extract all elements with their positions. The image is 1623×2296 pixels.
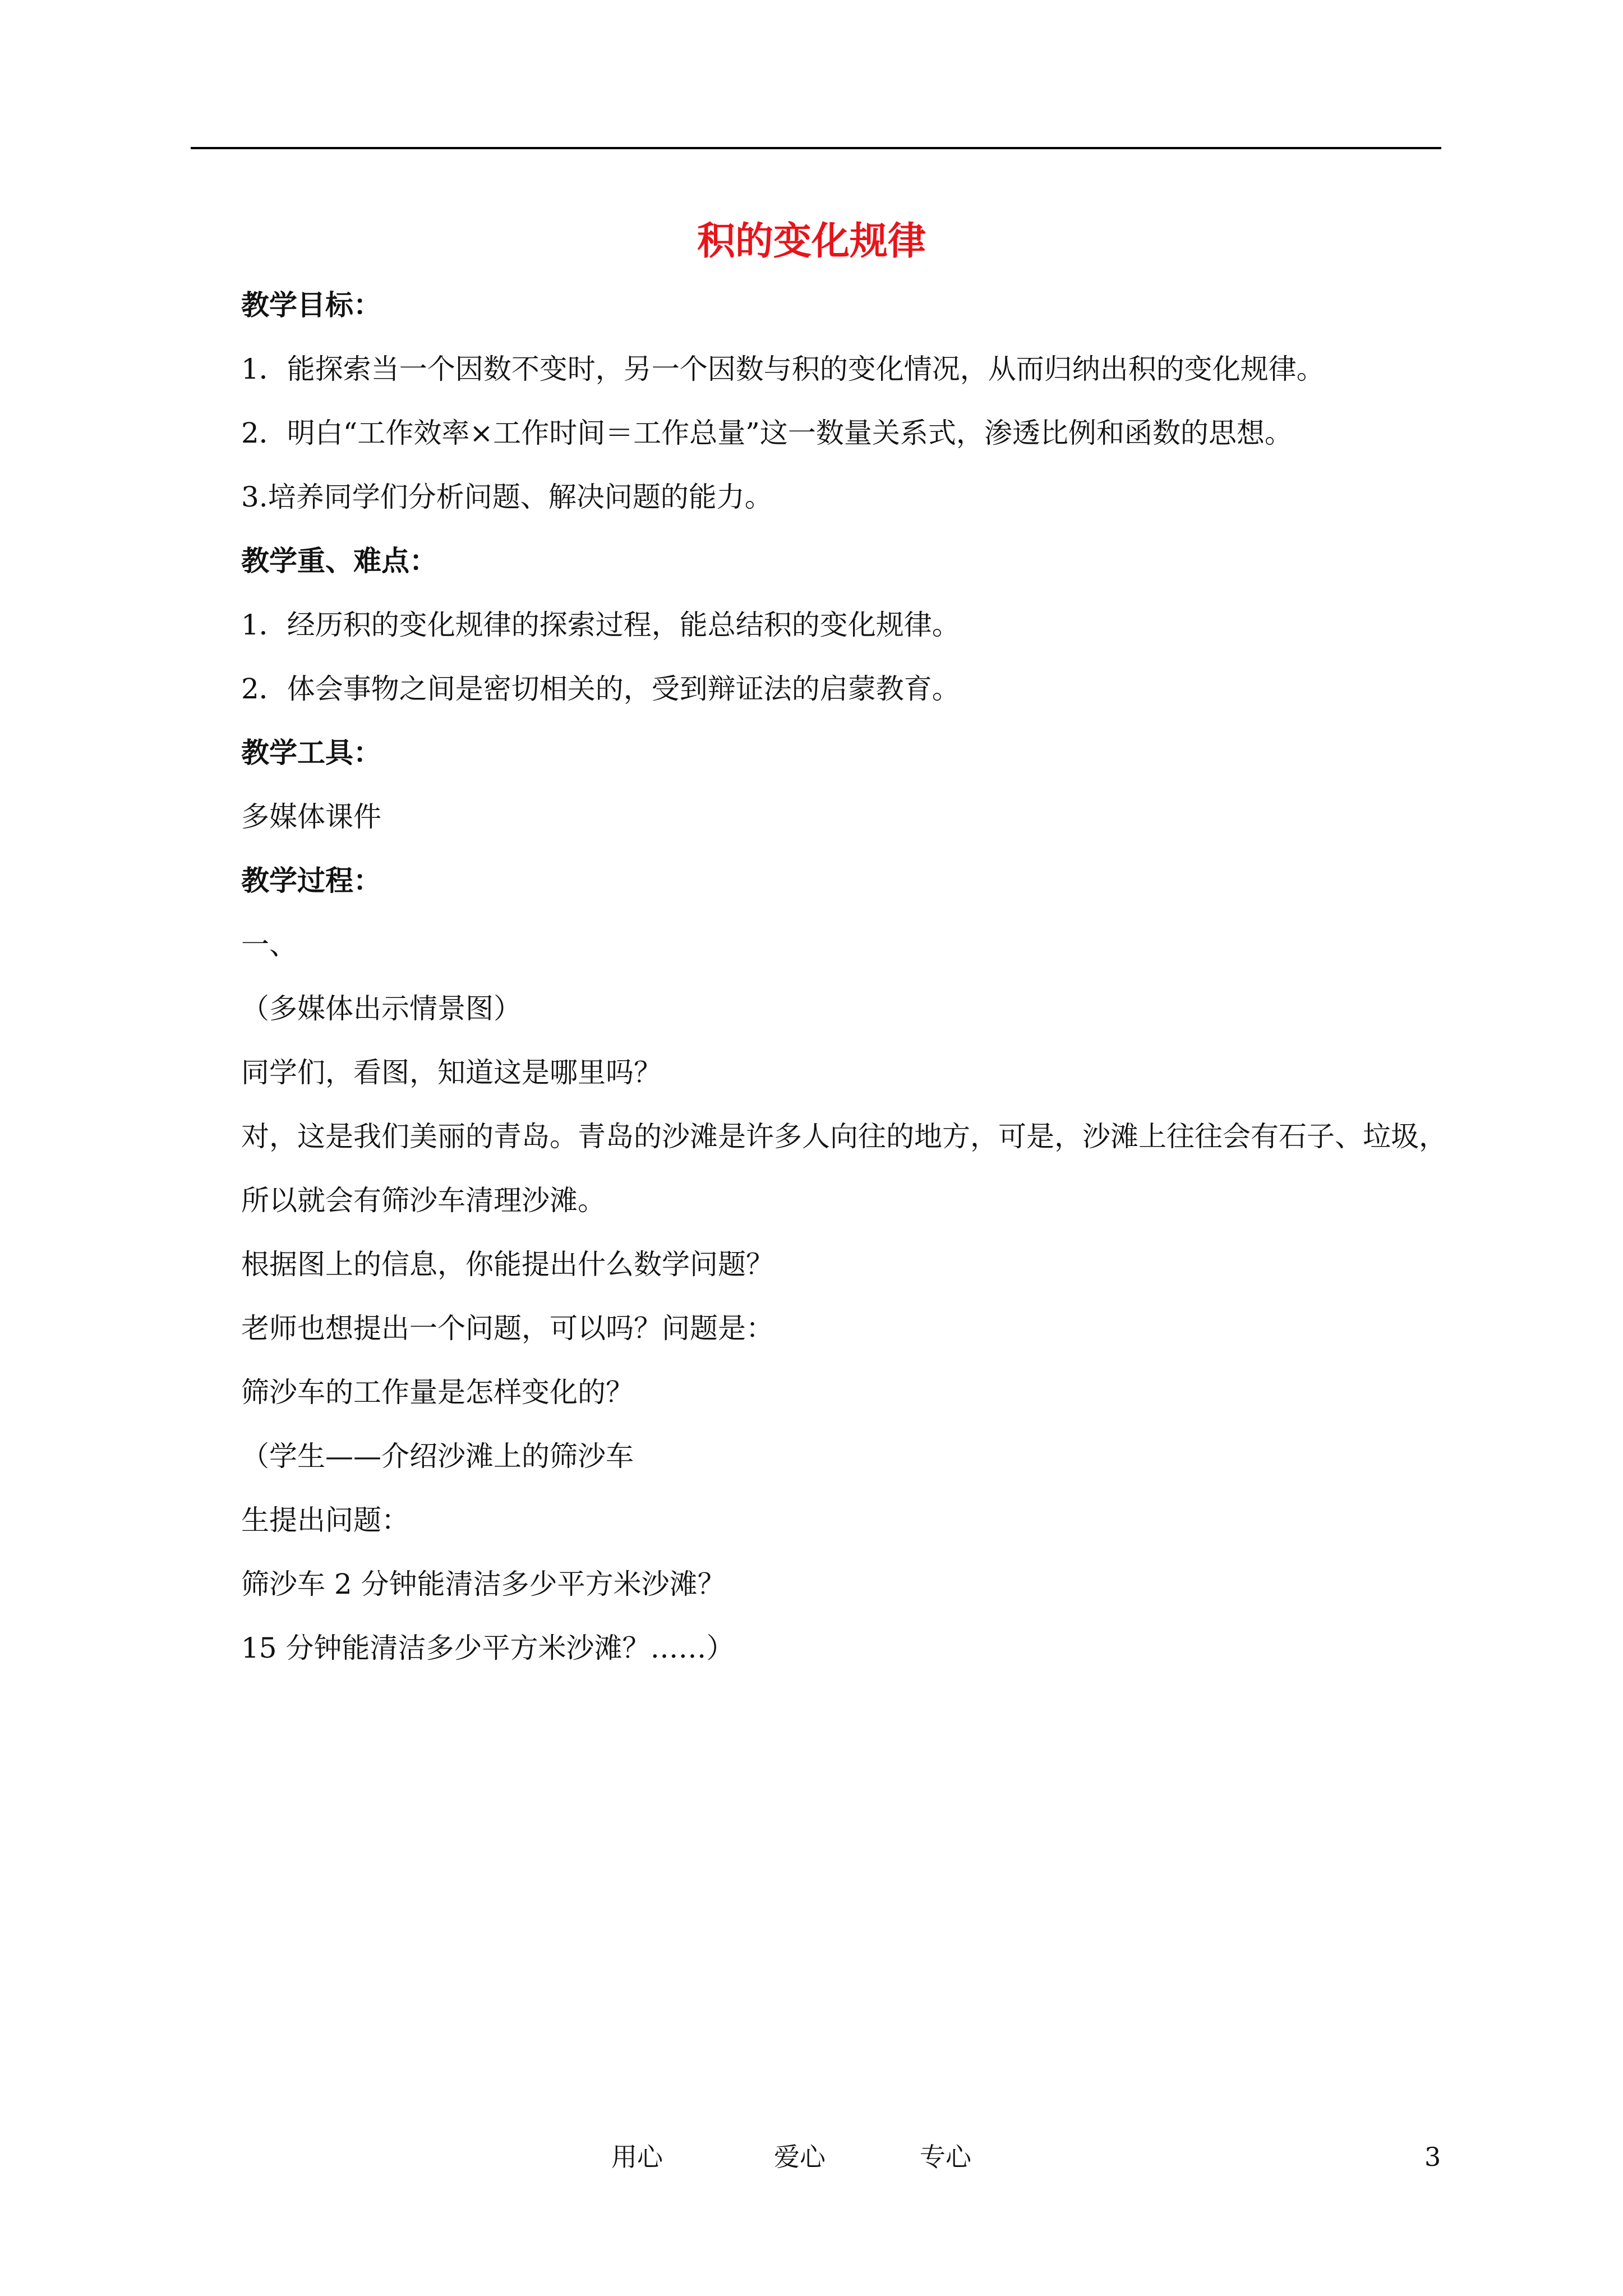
body-line: 同学们，看图，知道这是哪里吗？	[241, 1056, 662, 1089]
header-rule	[191, 147, 1441, 149]
document-body	[241, 288, 1447, 1695]
page-number: 3	[1424, 2142, 1441, 2172]
footer-motto	[0, 2137, 1623, 2177]
body-line: 多媒体课件	[241, 800, 381, 833]
body-line: 教学过程：	[241, 864, 381, 897]
footer-motto-word: 爱心	[774, 2142, 826, 2172]
body-line: 筛沙车 2 分钟能清洁多少平方米沙滩？	[241, 1568, 726, 1600]
body-line: 教学工具：	[241, 736, 381, 769]
body-line: 2．明白“工作效率×工作时间＝工作总量”这一数量关系式，渗透比例和函数的思想。	[241, 417, 1293, 449]
body-line: （学生——介绍沙滩上的筛沙车	[241, 1440, 634, 1473]
body-line: 教学重、难点：	[241, 544, 437, 577]
footer-motto-word: 专心	[920, 2142, 971, 2172]
body-line: 1．能探索当一个因数不变时，另一个因数与积的变化情况，从而归纳出积的变化规律。	[241, 353, 1325, 385]
footer-motto-word: 用心	[611, 2142, 663, 2172]
body-line: 所以就会有筛沙车清理沙滩。	[241, 1184, 606, 1217]
body-line: 对，这是我们美丽的青岛。青岛的沙滩是许多人向往的地方，可是，沙滩上往往会有石子、垃圾，	[241, 1120, 1447, 1153]
body-line: 根据图上的信息，你能提出什么数学问题？	[241, 1248, 774, 1281]
body-line: 1．经历积的变化规律的探索过程，能总结积的变化规律。	[241, 609, 960, 641]
body-line: 筛沙车的工作量是怎样变化的？	[241, 1376, 634, 1409]
body-line: （多媒体出示情景图）	[241, 992, 522, 1025]
body-line: 一、	[241, 928, 297, 961]
body-line: 2．体会事物之间是密切相关的，受到辩证法的启蒙教育。	[241, 673, 960, 705]
body-line: 教学目标：	[241, 288, 381, 321]
body-line: 老师也想提出一个问题，可以吗？问题是：	[241, 1312, 774, 1345]
document-title: 积的变化规律	[697, 219, 926, 264]
body-line: 3.培养同学们分析问题、解决问题的能力。	[241, 481, 773, 513]
body-line: 15 分钟能清洁多少平方米沙滩？……）	[241, 1632, 735, 1664]
body-line: 生提出问题：	[241, 1504, 409, 1536]
